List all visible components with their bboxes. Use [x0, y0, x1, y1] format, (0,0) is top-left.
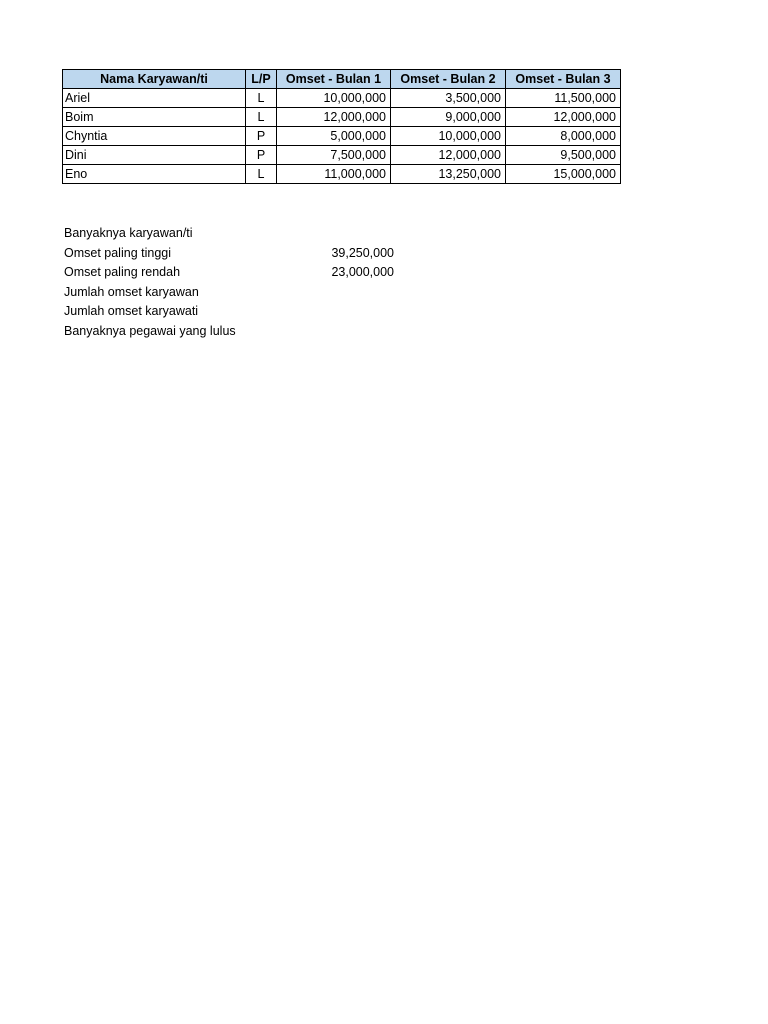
- summary-row: [64, 224, 394, 244]
- summary-row: [64, 263, 394, 283]
- employee-name-cell[interactable]: Boim: [63, 108, 246, 127]
- summary-label: Omset paling tinggi: [64, 245, 172, 260]
- summary-value[interactable]: 39,250,000: [331, 245, 394, 260]
- month-3-cell[interactable]: 8,000,000: [506, 127, 621, 146]
- month-1-cell[interactable]: 12,000,000: [277, 108, 391, 127]
- month-3-cell[interactable]: 9,500,000: [506, 146, 621, 165]
- month-1-cell[interactable]: 10,000,000: [277, 89, 391, 108]
- month-1-cell[interactable]: 11,000,000: [277, 165, 391, 184]
- summary-label: Omset paling rendah: [64, 265, 181, 279]
- table-row: [63, 89, 621, 108]
- month-2-cell[interactable]: 12,000,000: [391, 146, 506, 165]
- summary-row: [64, 244, 394, 264]
- gender-cell[interactable]: L: [246, 165, 277, 184]
- month-1-cell[interactable]: 7,500,000: [277, 146, 391, 165]
- employee-sales-table: [62, 69, 621, 184]
- summary-value[interactable]: 23,000,000: [331, 265, 394, 279]
- header-month-2: Omset - Bulan 2: [391, 70, 506, 89]
- summary-row: [64, 283, 394, 303]
- header-month-3: Omset - Bulan 3: [506, 70, 621, 89]
- gender-cell[interactable]: L: [246, 108, 277, 127]
- summary-label: Banyaknya karyawan/ti: [64, 226, 193, 240]
- summary-row: [64, 322, 394, 342]
- summary-label: Jumlah omset karyawati: [64, 304, 199, 318]
- summary-row: [64, 302, 394, 322]
- month-3-cell[interactable]: 11,500,000: [506, 89, 621, 108]
- header-gender: L/P: [246, 70, 277, 89]
- employee-name-cell[interactable]: Ariel: [63, 89, 246, 108]
- month-2-cell[interactable]: 13,250,000: [391, 165, 506, 184]
- month-2-cell[interactable]: 9,000,000: [391, 108, 506, 127]
- gender-cell[interactable]: L: [246, 89, 277, 108]
- employee-name-cell[interactable]: Eno: [63, 165, 246, 184]
- header-name: Nama Karyawan/ti: [63, 70, 246, 89]
- month-1-cell[interactable]: 5,000,000: [277, 127, 391, 146]
- table-row: [63, 146, 621, 165]
- header-month-1: Omset - Bulan 1: [277, 70, 391, 89]
- table-row: [63, 127, 621, 146]
- month-2-cell[interactable]: 10,000,000: [391, 127, 506, 146]
- month-3-cell[interactable]: 12,000,000: [506, 108, 621, 127]
- month-2-cell[interactable]: 3,500,000: [391, 89, 506, 108]
- table-row: [63, 165, 621, 184]
- gender-cell[interactable]: P: [246, 146, 277, 165]
- employee-name-cell[interactable]: Dini: [63, 146, 246, 165]
- table-header-row: [63, 70, 621, 89]
- gender-cell[interactable]: P: [246, 127, 277, 146]
- employee-name-cell[interactable]: Chyntia: [63, 127, 246, 146]
- month-3-cell[interactable]: 15,000,000: [506, 165, 621, 184]
- summary-label: Jumlah omset karyawan: [64, 284, 199, 299]
- summary-label: Banyaknya pegawai yang lulus: [64, 323, 236, 338]
- summary-section: [64, 224, 394, 341]
- table-row: [63, 108, 621, 127]
